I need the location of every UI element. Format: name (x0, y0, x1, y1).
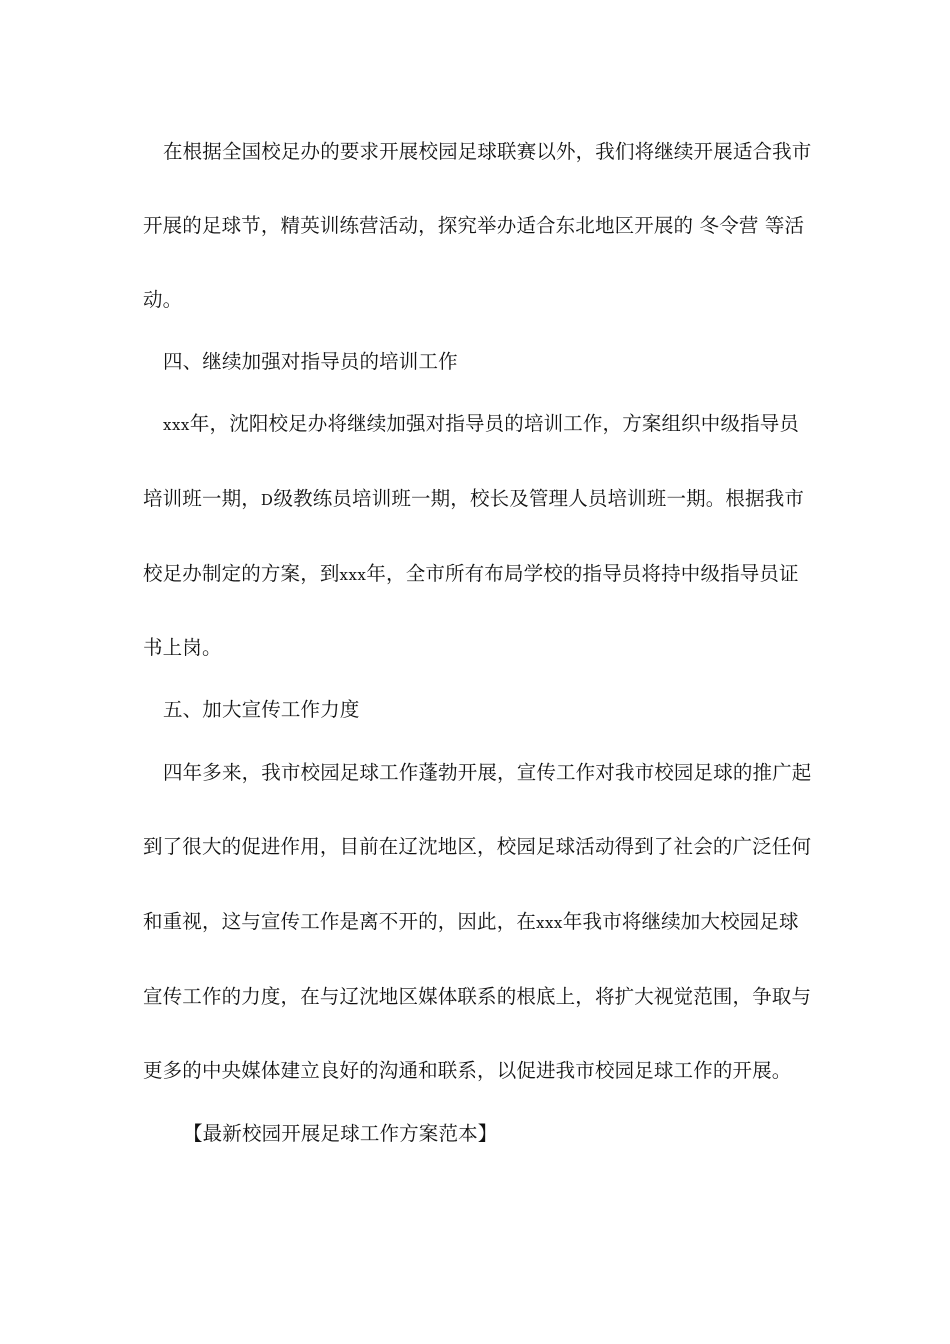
grade-letter: D (260, 491, 274, 509)
paragraph-3-line-2: 到了很大的促进作用，目前在辽沈地区，校园足球活动得到了社会的广泛任何 (143, 835, 812, 858)
paragraph-3-line-3-a: 和重视，这与宣传工作是离不开的，因此，在 (143, 910, 537, 933)
paragraph-3-line-3 (143, 909, 803, 936)
year-placeholder: xxx (536, 914, 563, 932)
paragraph-1-line-3: 动。 (143, 288, 183, 311)
paragraph-2-line-1-text: 年，沈阳校足办将继续加强对指导员的培训工作，方案组织中级指导员 (189, 412, 800, 435)
paragraph-1-line-1: 在根据全国校足办的要求开展校园足球联赛以外，我们将继续开展适合我市 (163, 140, 812, 163)
year-placeholder: xxx (339, 566, 367, 584)
paragraph-2-line-1 (163, 411, 823, 438)
paragraph-3-line-5: 更多的中央媒体建立良好的沟通和联系，以促进我市校园足球工作的开展。 (143, 1059, 792, 1082)
paragraph-2-line-3-b: 年，全市所有布局学校的指导员将持中级指导员证 (366, 562, 799, 585)
paragraph-1-line-2: 开展的足球节，精英训练营活动，探究举办适合东北地区开展的 冬令营 等活 (143, 214, 805, 237)
section-heading-4: 四、继续加强对指导员的培训工作 (163, 350, 458, 373)
document-footer-title: 【最新校园开展足球工作方案范本】 (183, 1122, 498, 1145)
paragraph-2-line-3-a: 校足办制定的方案，到 (143, 562, 340, 585)
section-heading-5: 五、加大宣传工作力度 (163, 698, 360, 721)
paragraph-2-line-3 (143, 561, 803, 588)
paragraph-2-line-2-b: 级教练员培训班一期，校长及管理人员培训班一期。根据我市 (273, 487, 804, 510)
paragraph-3-line-1: 四年多来，我市校园足球工作蓬勃开展，宣传工作对我市校园足球的推广起 (163, 761, 812, 784)
paragraph-3-line-4: 宣传工作的力度，在与辽沈地区媒体联系的根底上，将扩大视觉范围，争取与 (143, 985, 812, 1008)
paragraph-2-line-2-a: 培训班一期， (143, 487, 261, 510)
paragraph-2-line-4: 书上岗。 (143, 636, 222, 659)
year-placeholder: xxx (163, 416, 190, 434)
paragraph-2-line-2 (143, 486, 803, 513)
paragraph-3-line-3-b: 年我市将继续加大校园足球 (562, 910, 799, 933)
